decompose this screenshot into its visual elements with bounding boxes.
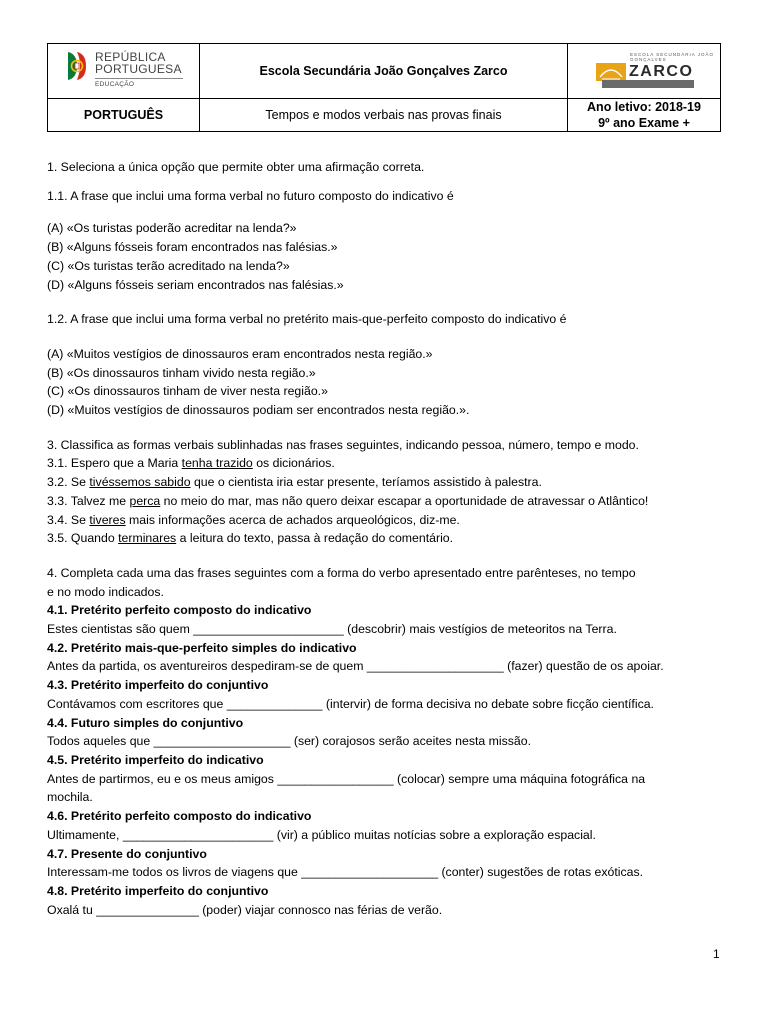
q12-option-c: (C) «Os dinossauros tinham de viver nesta região.»	[47, 384, 328, 399]
school-name: Escola Secundária João Gonçalves Zarco	[200, 44, 568, 99]
q4-sentence: Contávamos com escritores que ______________ (intervir) de forma decisiva no debate sobre ficção científica.	[47, 696, 654, 711]
logo-bar	[602, 80, 694, 88]
q4-sentence: Todos aqueles que ____________________ (ser) corajosos serão aceites nesta missão.	[47, 734, 532, 749]
q11-option-b: (B) «Alguns fósseis foram encontrados nas falésias.»	[47, 240, 338, 255]
worksheet-content	[47, 158, 727, 919]
subject: PORTUGUÊS	[48, 99, 200, 132]
q4-sentence-cont: mochila.	[47, 790, 93, 805]
q12-prompt: 1.2. A frase que inclui uma forma verbal no pretérito mais-que-perfeito composto do indicativo é	[47, 312, 567, 327]
underlined-verb: terminares	[118, 531, 177, 546]
q3-item: 3.4. Se tiveres mais informações acerca de achados arqueológicos, diz-me.	[47, 512, 460, 527]
q11-option-c: (C) «Os turistas terão acreditado na lenda?»	[47, 258, 290, 273]
q11-option-d: (D) «Alguns fósseis seriam encontrados nas falésias.»	[47, 277, 344, 292]
year-line2: 9º ano Exame +	[598, 116, 690, 130]
logo-name: ZARCO	[629, 63, 694, 80]
underlined-verb: tivéssemos sabido	[89, 475, 191, 490]
q4-heading: 4.2. Pretérito mais-que-perfeito simples do indicativo	[47, 640, 357, 655]
q12-option-a: (A) «Muitos vestígios de dinossauros eram encontrados nesta região.»	[47, 346, 433, 361]
q4-title-line1: 4. Completa cada uma das frases seguintes com a forma do verbo apresentado entre parênteses, no tempo	[47, 565, 636, 580]
q4-heading: 4.4. Futuro simples do conjuntivo	[47, 715, 244, 730]
header-table	[47, 43, 721, 132]
zarco-logo-cell	[568, 44, 721, 99]
q3-item: 3.3. Talvez me perca no meio do mar, mas não quero deixar escapar a oportunidade de atravessar o Atlântico!	[47, 493, 649, 508]
page-number: 1	[713, 947, 720, 961]
q4-sentence: Oxalá tu _______________ (poder) viajar connosco nas férias de verão.	[47, 902, 443, 917]
q4-sentence: Interessam-me todos os livros de viagens que ____________________ (conter) sugestões de rotas exóticas.	[47, 865, 644, 880]
logo-divider	[95, 78, 183, 79]
year-cell	[568, 99, 721, 132]
republica-logo-cell	[48, 44, 200, 99]
republica-line2: PORTUGUESA	[95, 62, 182, 76]
year-line1: Ano letivo: 2018-19	[587, 100, 701, 114]
portugal-flag-icon	[66, 50, 88, 82]
logo-small-text: ESCOLA SECUNDÁRIA JOÃO GONÇALVES	[630, 52, 715, 62]
q4-heading: 4.6. Pretérito perfeito composto do indicativo	[47, 809, 312, 824]
q1-title: 1. Seleciona a única opção que permite obter uma afirmação correta.	[47, 160, 425, 174]
q4-sentence: Antes de partirmos, eu e os meus amigos _________________ (colocar) sempre uma máquina fotográfica na	[47, 771, 646, 786]
q3-item: 3.5. Quando terminares a leitura do texto, passa à redação do comentário.	[47, 531, 454, 546]
underlined-verb: tiveres	[89, 512, 126, 527]
republica-sub: EDUCAÇÃO	[95, 81, 135, 88]
q11-prompt: 1.1. A frase que inclui uma forma verbal no futuro composto do indicativo é	[47, 188, 454, 203]
q4-sentence: Antes da partida, os aventureiros despediram-se de quem ____________________ (fazer) questão de os apoiar.	[47, 659, 664, 674]
topic: Tempos e modos verbais nas provas finais	[200, 99, 568, 132]
q4-heading: 4.5. Pretérito imperfeito do indicativo	[47, 752, 264, 767]
q4-title-line2: e no modo indicados.	[47, 584, 164, 599]
sun-logo-icon	[596, 63, 626, 81]
republica-line1: REPÚBLICA	[95, 50, 166, 64]
q3-title: 3. Classifica as formas verbais sublinhadas nas frases seguintes, indicando pessoa, número, tempo e modo.	[47, 437, 639, 452]
q4-heading: 4.3. Pretérito imperfeito do conjuntivo	[47, 678, 269, 693]
underlined-verb: perca	[129, 493, 161, 508]
underlined-verb: tenha trazido	[181, 456, 253, 471]
q4-heading: 4.8. Pretérito imperfeito do conjuntivo	[47, 883, 269, 898]
q4-heading: 4.1. Pretérito perfeito composto do indicativo	[47, 603, 312, 618]
q4-sentence: Ultimamente, ______________________ (vir) a público muitas notícias sobre a exploração espacial.	[47, 827, 596, 842]
q4-heading: 4.7. Presente do conjuntivo	[47, 846, 207, 861]
q11-option-a: (A) «Os turistas poderão acreditar na lenda?»	[47, 221, 297, 236]
q3-item: 3.1. Espero que a Maria tenha trazido os dicionários.	[47, 456, 335, 471]
q12-option-d: (D) «Muitos vestígios de dinossauros podiam ser encontrados nesta região.».	[47, 403, 470, 418]
q12-option-b: (B) «Os dinossauros tinham vivido nesta região.»	[47, 365, 316, 380]
q3-item: 3.2. Se tivéssemos sabido que o cientista iria estar presente, teríamos assistido à palestra.	[47, 475, 542, 490]
q4-sentence: Estes cientistas são quem ______________________ (descobrir) mais vestígios de meteoritos na Terra.	[47, 622, 617, 637]
